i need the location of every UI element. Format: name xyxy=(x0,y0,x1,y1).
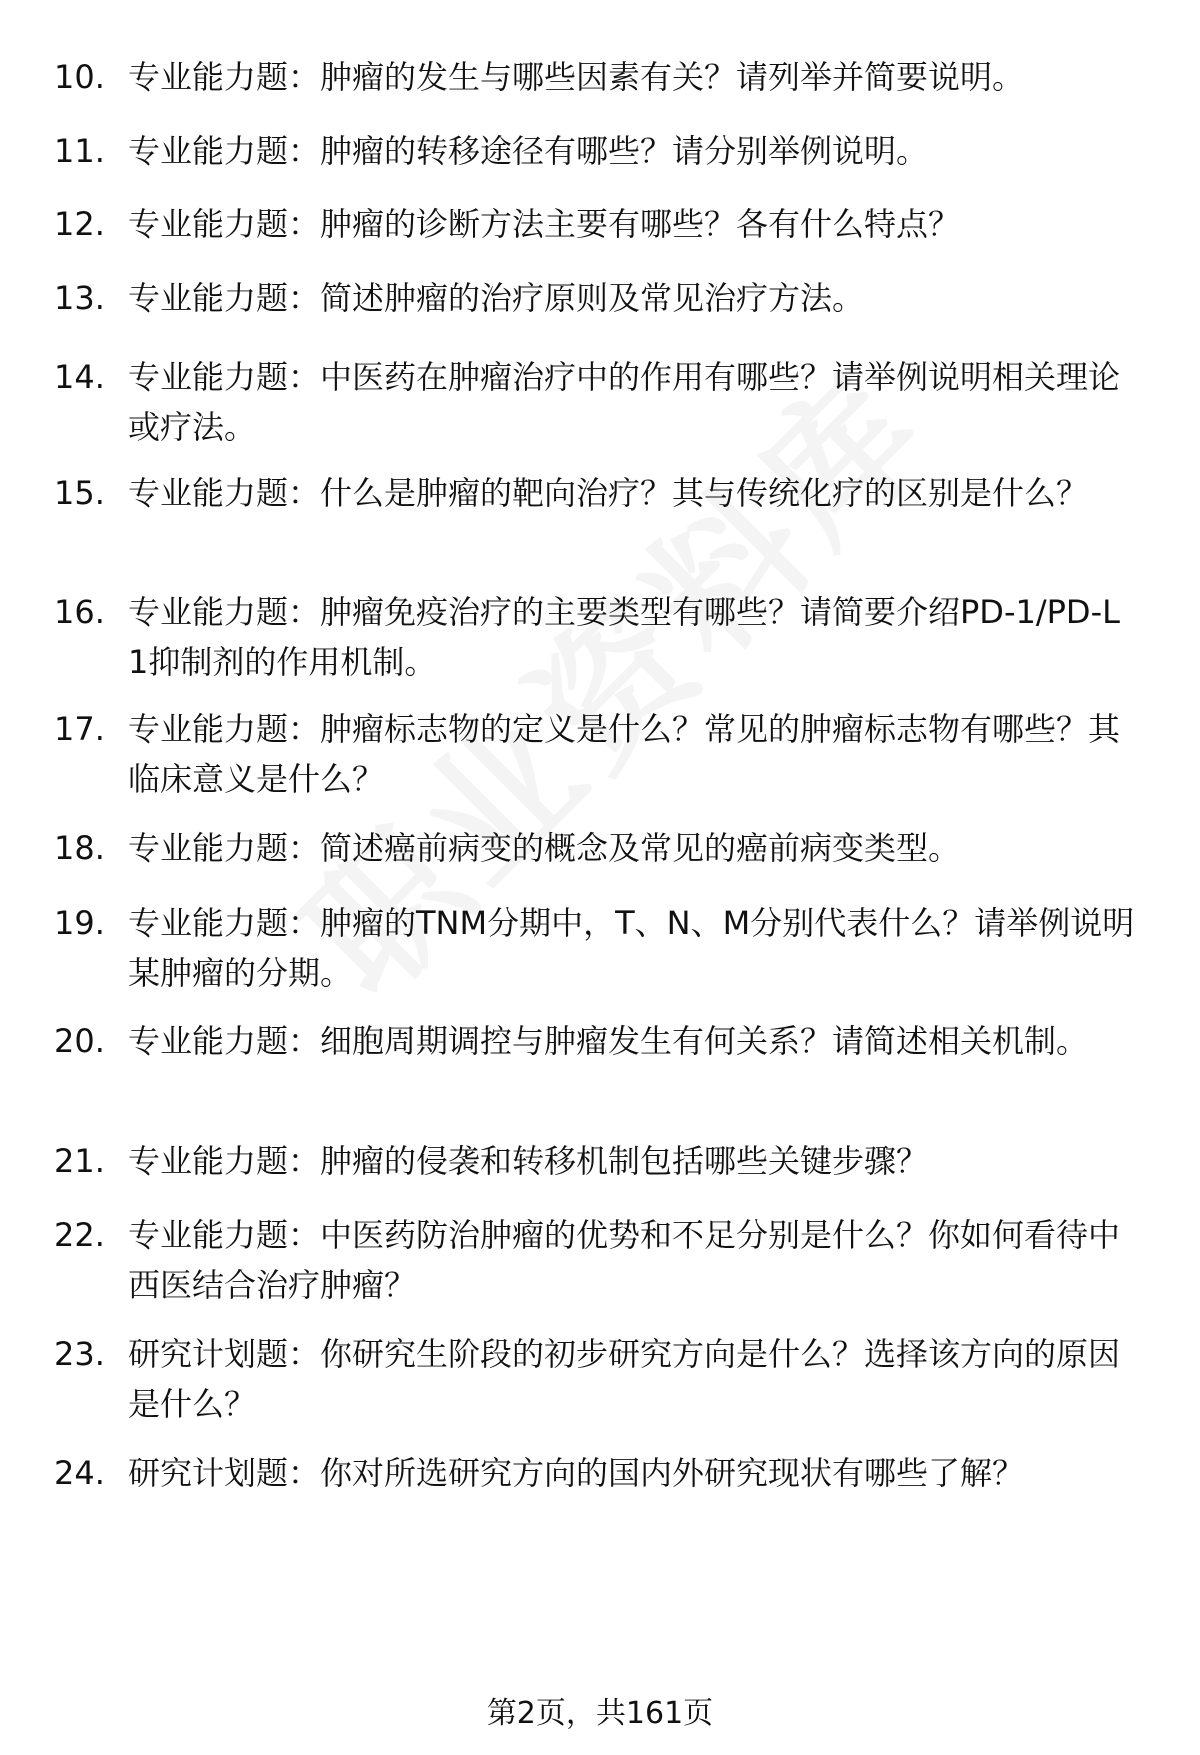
question-number: 18. xyxy=(54,829,105,867)
question-number: 10. xyxy=(54,58,105,96)
page-footer: 第2页，共161页 xyxy=(486,1696,714,1731)
question-number: 12. xyxy=(54,205,105,243)
question-number: 13. xyxy=(54,279,105,317)
question-number: 21. xyxy=(54,1142,105,1180)
question-number: 15. xyxy=(54,474,105,512)
question-text: 专业能力题：细胞周期调控与肿瘤发生有何关系？请简述相关机制。 xyxy=(128,1022,1089,1060)
question-text: 专业能力题：肿瘤的TNM分期中，T、N、M分别代表什么？请举例说明某肿瘤的分期。 xyxy=(128,904,1135,992)
question-text: 专业能力题：中医药在肿瘤治疗中的作用有哪些？请举例说明相关理论或疗法。 xyxy=(128,358,1121,446)
question-number: 19. xyxy=(54,904,105,942)
question-text: 专业能力题：肿瘤标志物的定义是什么？常见的肿瘤标志物有哪些？其临床意义是什么？ xyxy=(128,710,1121,798)
question-number: 16. xyxy=(54,593,105,631)
question-text: 研究计划题：你对所选研究方向的国内外研究现状有哪些了解？ xyxy=(128,1454,1025,1492)
question-number: 20. xyxy=(54,1022,105,1060)
question-text: 专业能力题：中医药防治肿瘤的优势和不足分别是什么？你如何看待中西医结合治疗肿瘤？ xyxy=(128,1216,1121,1304)
question-text: 专业能力题：肿瘤的诊断方法主要有哪些？各有什么特点？ xyxy=(128,205,961,243)
question-number: 11. xyxy=(54,132,105,170)
question-number: 22. xyxy=(54,1216,105,1254)
question-text: 专业能力题：肿瘤的发生与哪些因素有关？请列举并简要说明。 xyxy=(128,58,1025,96)
question-number: 23. xyxy=(54,1335,105,1373)
question-number: 17. xyxy=(54,710,105,748)
question-text: 专业能力题：简述癌前病变的概念及常见的癌前病变类型。 xyxy=(128,829,961,867)
question-text: 专业能力题：肿瘤的转移途径有哪些？请分别举例说明。 xyxy=(128,132,929,170)
question-text: 研究计划题：你研究生阶段的初步研究方向是什么？选择该方向的原因是什么？ xyxy=(128,1335,1121,1423)
question-text: 专业能力题：肿瘤免疫治疗的主要类型有哪些？请简要介绍PD-1/PD-L1抑制剂的作用机制。 xyxy=(128,593,1120,681)
question-text: 专业能力题：什么是肿瘤的靶向治疗？其与传统化疗的区别是什么？ xyxy=(128,474,1089,512)
question-text: 专业能力题：简述肿瘤的治疗原则及常见治疗方法。 xyxy=(128,279,865,317)
question-number: 24. xyxy=(54,1454,105,1492)
question-number: 14. xyxy=(54,358,105,396)
question-text: 专业能力题：肿瘤的侵袭和转移机制包括哪些关键步骤？ xyxy=(128,1142,929,1180)
